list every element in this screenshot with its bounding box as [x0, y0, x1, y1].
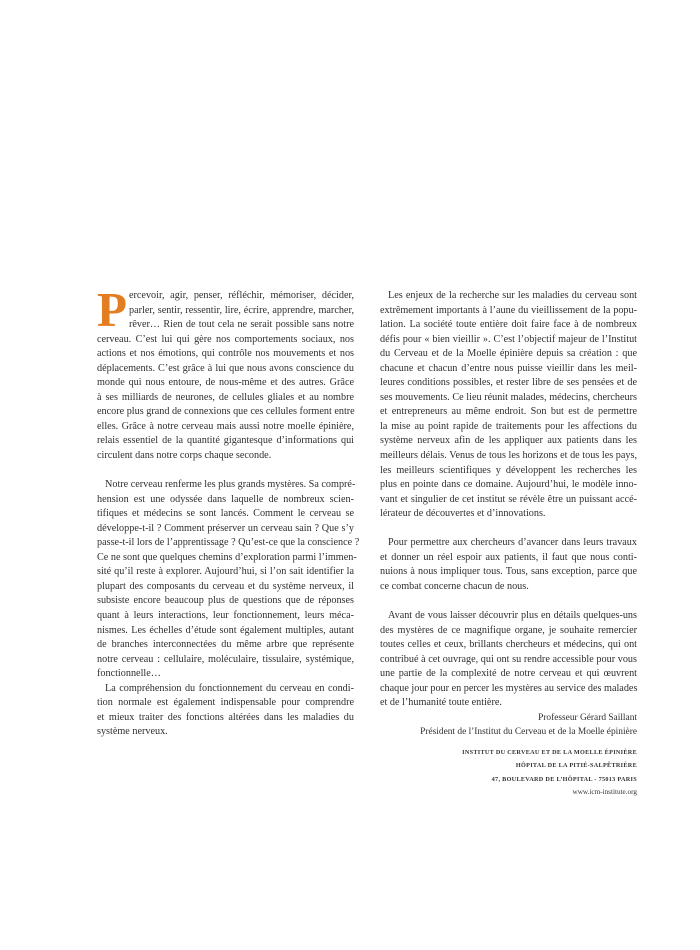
text-line: contribué à cet ouvrage, qui ont su rendre accessible pour vous: [380, 653, 637, 665]
text-line: encore plus grand de connexions que ces cellules forment entre: [97, 406, 355, 418]
drop-cap: P: [97, 282, 127, 337]
text-line: et mieux traiter des fonctions altérées dans les maladies du: [97, 711, 354, 723]
text-line: Les enjeux de la recherche sur les maladies du cerveau sont: [388, 290, 637, 301]
footer-address: 47, BOULEVARD DE L’HÔPITAL - 75013 PARIS: [491, 775, 637, 783]
footer-website-link[interactable]: www.icm-institute.org: [572, 787, 637, 796]
text-line: actions et nos émotions, qui contrôle nos mouvements et nos: [97, 348, 354, 360]
text-line: parler, sentir, ressentir, lire, écrire, apprendre, marcher,: [129, 304, 354, 316]
text-line: quant à leurs interactions, leur fonctionnement, leurs méca-: [97, 610, 354, 622]
text-line: développe-t-il ? Comment préserver un cerveau sain ? Que s’y: [97, 522, 354, 534]
text-line: tifiques et médecins se sont lancés. Comment le cerveau se: [97, 508, 354, 520]
text-line: du Cerveau et de la Moelle épinière depuis sa création : que: [380, 348, 637, 360]
signature-name: Professeur Gérard Saillant: [538, 712, 637, 723]
text-line: plus en pointe dans ce domaine. Aujourd’hui, le modèle inno-: [380, 479, 637, 491]
right-column: [380, 289, 637, 740]
text-line: ce combat concerne chacun de nous.: [380, 580, 529, 592]
text-line: toutes celles et ceux, brillants chercheurs et médecins, qui ont: [380, 639, 637, 651]
text-line: passe-t-il lors de l’apprentissage ? Qu’est-ce que la conscience ?: [97, 537, 360, 549]
text-line: déplacements. C’est grâce à lui que nous avons conscience du: [97, 362, 354, 374]
text-line: notre cerveau : cellulaire, moléculaire, tissulaire, systémique,: [97, 653, 354, 665]
paragraph: [97, 478, 360, 682]
text-line: meilleurs délais. Venus de tous les horizons et de tous les pays,: [380, 450, 637, 462]
text-line: une partie de la complexité de notre cerveau et qui œuvrent: [380, 668, 637, 680]
signature-title: Président de l’Institut du Cerveau et de la Moelle épinière: [420, 727, 637, 738]
text-line: lérateur de découvertes et d’innovations.: [380, 508, 546, 520]
text-line: circulent dans notre corps chaque seconde.: [97, 450, 272, 462]
text-line: de branches interconnectées du même arbre que représente: [97, 639, 354, 651]
text-line: relais essentiel de la quantité gigantesque d’informations qui: [97, 435, 354, 447]
text-line: système nerveux.: [97, 726, 168, 738]
text-line: chaque jour pour en percer les mystères au service des malades: [380, 682, 638, 694]
text-line: extrêmement importants à l’aune du vieillissement de la popu-: [380, 304, 637, 316]
text-line: sité qu’il reste à explorer. Aujourd’hui, si l’on sait identifier la: [97, 566, 354, 578]
paragraph: [380, 609, 637, 711]
text-line: Avant de vous laisser découvrir plus en détails quelques-uns: [388, 610, 637, 622]
text-line: vant et singulier de cet institut se révèle être un puissant accé-: [380, 493, 637, 505]
signature: [380, 711, 637, 740]
text-line: elles. Grâce à notre cerveau mais aussi notre moelle épinière,: [97, 420, 354, 432]
text-line: tion normale est également indispensable pour comprendre: [97, 697, 354, 709]
text-line: monde qui nous entoure, de nous-même et des autres. Grâce: [97, 377, 354, 389]
text-line: subsiste encore beaucoup plus de questions que de réponses: [97, 595, 354, 607]
text-line: et de l’humanité toute entière.: [380, 697, 502, 709]
left-column: [97, 282, 360, 755]
text-line: leures conditions possibles, et rester libre de ses pensées et de: [380, 377, 637, 389]
text-line: système nerveux afin de les appliquer aux patients dans les: [380, 435, 637, 447]
text-line: Pour permettre aux chercheurs d’avancer dans leurs travaux: [388, 537, 637, 549]
text-line: rêver… Rien de tout cela ne serait possible sans notre: [129, 319, 354, 331]
text-line: à ses milliards de neurones, de cellules gliales et au nombre: [97, 391, 354, 403]
text-line: La compréhension du fonctionnement du cerveau en condi-: [105, 682, 354, 694]
paragraph: [380, 289, 637, 522]
text-line: ses mouvements. Ce lieu réunit malades, médecins, chercheurs: [380, 391, 637, 403]
text-line: fonctionnelle…: [97, 668, 161, 680]
text-line: cerveau. C’est lui qui gère nos comportements sociaux, nos: [97, 333, 354, 345]
text-line: hension est une odyssée dans laquelle de nombreux scien-: [97, 493, 354, 505]
text-line: et donner un réel espoir aux patients, il faut que nous conti-: [380, 551, 637, 563]
text-line: lation. La société toute entière doit faire face à de nombreux: [380, 319, 637, 331]
paragraph: [97, 282, 355, 464]
footer-hospital: HÔPITAL DE LA PITIÉ-SALPÊTRIÈRE: [515, 762, 637, 770]
text-line: les meilleurs scientifiques y développent les recherches les: [380, 464, 637, 476]
text-line: défis pour « bien vieillir ». C’est l’objectif majeur de l’Institut: [380, 333, 637, 345]
text-line: des mystères de ce magnifique organe, je souhaite remercier: [380, 624, 637, 636]
text-line: Ce ne sont que quelques chemins d’exploration parmi l’immen-: [97, 551, 357, 563]
text-line: plupart des composants du cerveau et du système nerveux, il: [97, 580, 354, 592]
text-line: la mise au point rapide de traitements pour les affections du: [380, 420, 637, 432]
footer-institution: INSTITUT DU CERVEAU ET DE LA MOELLE ÉPINIÈRE: [462, 749, 637, 756]
text-line: nuions à nous impliquer tous. Tous, sans exception, parce que: [380, 566, 637, 578]
text-line: Notre cerveau renferme les plus grands mystères. Sa compré-: [105, 479, 356, 491]
text-line: chacune et chacun d’entre nous puisse vieillir dans les meil-: [380, 362, 637, 374]
paragraph: [97, 682, 354, 740]
text-line: nismes. Les échelles d’étude sont également multiples, autant: [97, 624, 354, 636]
text-line: et entrepreneurs au même endroit. Son but est de permettre: [380, 406, 637, 418]
paragraph: [380, 536, 637, 594]
institution-footer: [462, 746, 637, 799]
text-line: ercevoir, agir, penser, réfléchir, mémoriser, décider,: [129, 290, 354, 301]
